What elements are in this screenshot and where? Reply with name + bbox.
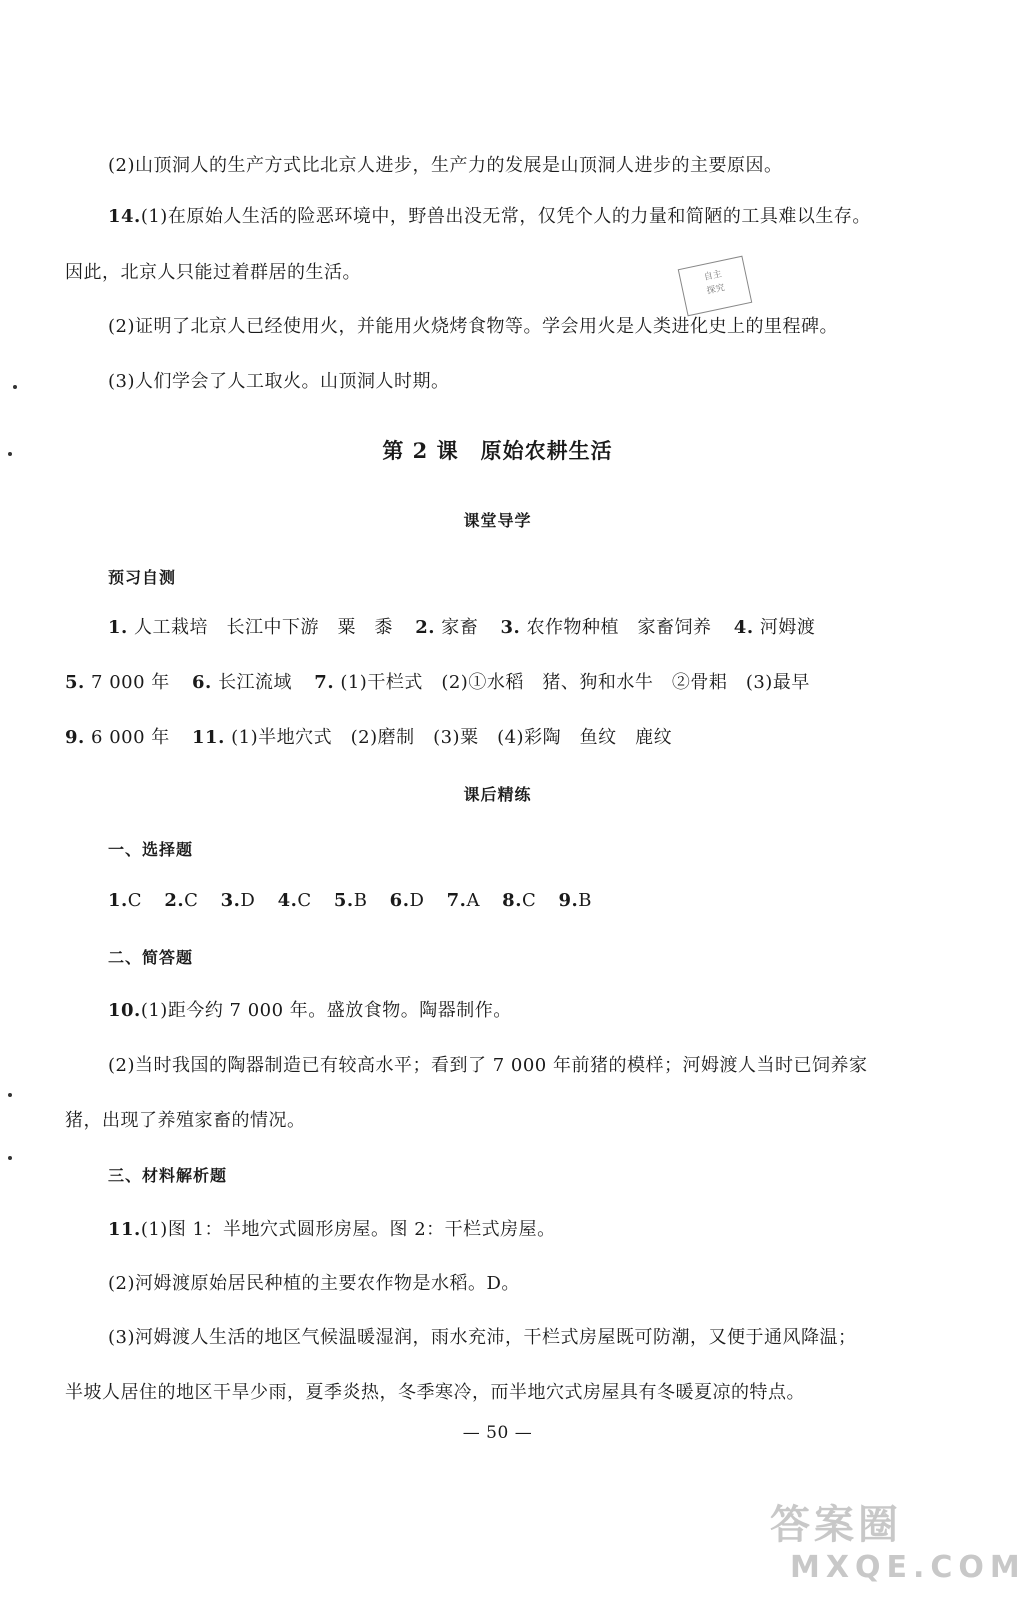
answer-line: (2)证明了北京人已经使用火，并能用火烧烤食物等。学会用火是人类进化史上的里程碑。 — [108, 316, 838, 337]
question-number: 2. — [415, 617, 436, 638]
question-number: 6. — [389, 890, 410, 911]
watermark — [770, 1500, 1026, 1595]
answer-text: (1)距今约 7 000 年。盛放食物。陶器制作。 — [140, 1000, 512, 1021]
preview-answers-row — [65, 671, 810, 695]
watermark-url: MXQE.COM — [790, 1550, 1026, 1585]
answer-text: (1)图 1：半地穴式圆形房屋。图 2：干栏式房屋。 — [140, 1219, 556, 1240]
choice-answer: A — [466, 890, 480, 911]
choice-answers-row — [108, 889, 592, 913]
stamp-line: 自主 — [703, 269, 723, 283]
watermark-text: 答案圈 — [770, 1502, 902, 1548]
question-number: 5. — [65, 672, 85, 693]
answer-text: (1)干栏式 (2)①水稻 猪、狗和水牛 ②骨耜 (3)最早 — [340, 672, 810, 693]
question-number: 9. — [65, 727, 85, 748]
preview-answers-row — [65, 726, 672, 750]
section-heading: 预习自测 — [108, 568, 177, 587]
answer-line: (3)人们学会了人工取火。山顶洞人时期。 — [108, 371, 450, 392]
choice-answer: B — [353, 890, 368, 911]
subsection-title: 课堂导学 — [463, 511, 532, 530]
preview-answers-row — [108, 616, 815, 640]
margin-dot — [8, 1093, 12, 1097]
answer-line: (2)河姆渡原始居民种植的主要农作物是水稻。D。 — [108, 1273, 520, 1294]
answer-line — [108, 205, 871, 229]
choice-answer: C — [297, 890, 312, 911]
answer-line: (2)当时我国的陶器制造已有较高水平；看到了 7 000 年前猪的模样；河姆渡人当时已饲养家 — [108, 1055, 868, 1076]
margin-dot — [13, 385, 17, 389]
question-number: 1. — [108, 617, 128, 638]
question-number: 14. — [108, 206, 141, 227]
section-heading: 二、简答题 — [108, 948, 194, 967]
question-number: 3. — [500, 617, 521, 638]
choice-answer: C — [184, 890, 199, 911]
question-number: 9. — [558, 890, 579, 911]
question-number: 2. — [164, 890, 185, 911]
answer-text: 家畜 — [441, 617, 479, 638]
answer-line: (2)山顶洞人的生产方式比北京人进步，生产力的发展是山顶洞人进步的主要原因。 — [108, 155, 783, 176]
question-number: 1. — [108, 890, 128, 911]
question-number: 7. — [314, 672, 335, 693]
choice-answer: C — [127, 890, 143, 911]
answer-line: 半坡人居住的地区干旱少雨，夏季炎热，冬季寒冷，而半地穴式房屋具有冬暖夏凉的特点。 — [65, 1382, 805, 1403]
question-number: 11. — [192, 727, 225, 748]
answer-text: 河姆渡 — [759, 617, 816, 638]
question-number: 6. — [192, 672, 212, 693]
answer-text: (1)在原始人生活的险恶环境中，野兽出没无常，仅凭个人的力量和简陋的工具难以生存。 — [140, 206, 871, 227]
question-number: 5. — [333, 890, 354, 911]
margin-dot — [8, 1156, 12, 1160]
question-number: 3. — [220, 890, 241, 911]
answer-line: 因此，北京人只能过着群居的生活。 — [65, 262, 361, 283]
lesson-title: 第 2 课 原始农耕生活 — [382, 438, 613, 463]
answer-line — [108, 999, 512, 1023]
section-heading: 三、材料解析题 — [108, 1166, 228, 1185]
answer-text: 人工栽培 长江中下游 粟 黍 — [134, 617, 394, 638]
stamp-mark — [678, 256, 753, 317]
answer-text: (1)半地穴式 (2)磨制 (3)粟 (4)彩陶 鱼纹 鹿纹 — [231, 727, 673, 748]
question-number: 10. — [108, 1000, 141, 1021]
answer-text: 7 000 年 — [91, 672, 170, 693]
question-number: 8. — [502, 890, 522, 911]
answer-line: (3)河姆渡人生活的地区气候温暖湿润，雨水充沛，干栏式房屋既可防潮，又便于通风降温； — [108, 1327, 857, 1348]
answer-line: 猪，出现了养殖家畜的情况。 — [65, 1110, 306, 1131]
page-number: — 50 — — [462, 1423, 533, 1443]
answer-text: 6 000 年 — [91, 727, 170, 748]
choice-answer: B — [578, 890, 593, 911]
question-number: 4. — [733, 617, 754, 638]
answer-text: 农作物种植 家畜饲养 — [526, 617, 712, 638]
question-number: 4. — [277, 890, 298, 911]
choice-answer: D — [240, 890, 256, 911]
choice-answer: C — [521, 890, 537, 911]
answer-line — [108, 1218, 556, 1242]
question-number: 11. — [108, 1219, 141, 1240]
choice-answer: D — [409, 890, 425, 911]
question-number: 7. — [446, 890, 467, 911]
stamp-line: 探究 — [705, 283, 726, 297]
section-heading: 一、选择题 — [108, 840, 194, 859]
subsection-title: 课后精练 — [463, 785, 532, 804]
answer-text: 长江流域 — [218, 672, 293, 693]
